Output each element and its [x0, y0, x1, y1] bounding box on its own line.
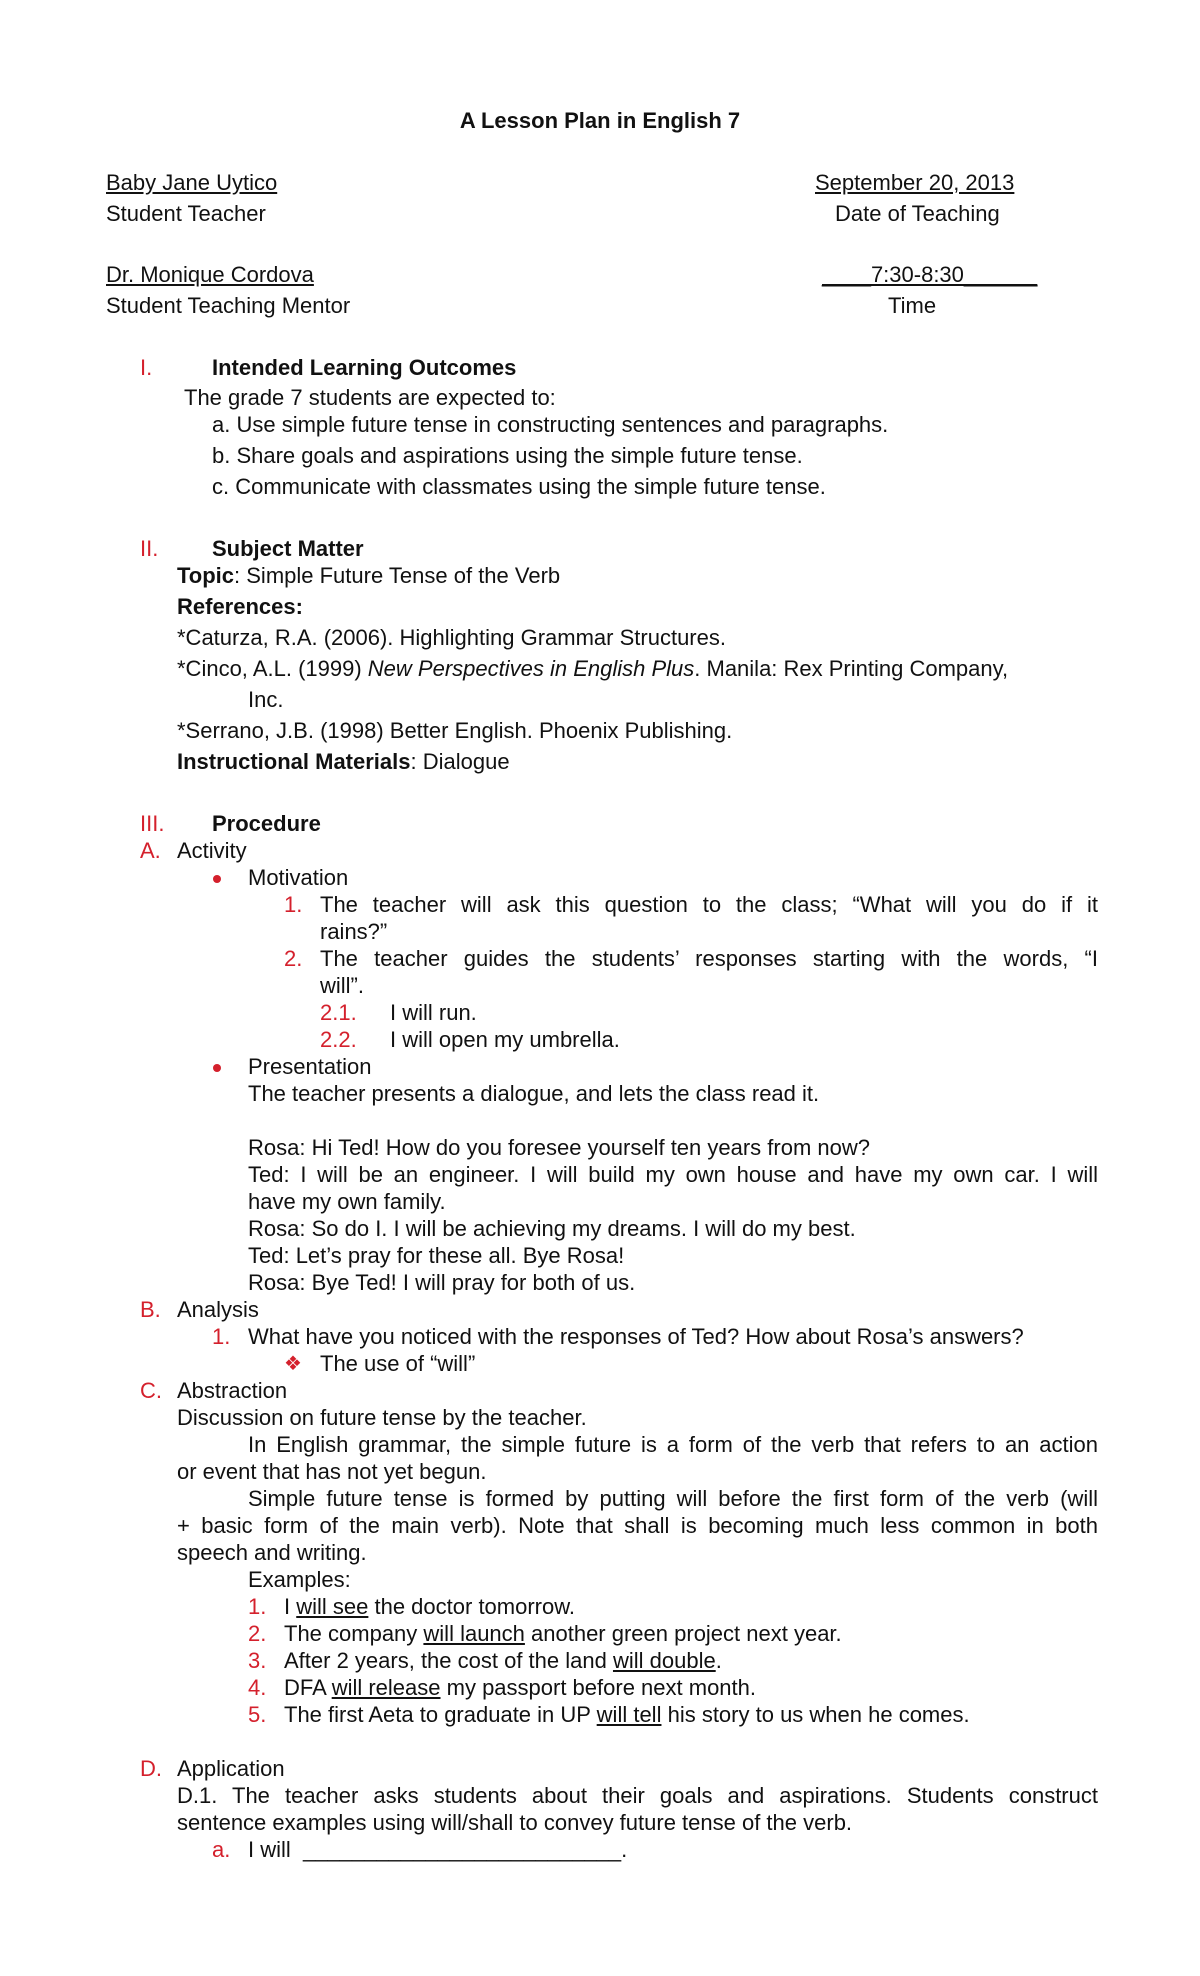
reference-2-book: New Perspectives in English Plus [367, 656, 695, 681]
motivation-2-text: The teacher guides the students’ responses starting with the words, “I [320, 946, 1098, 971]
motivation-1-text: The teacher will ask this question to the class; “What will you do if it [320, 892, 1098, 917]
example-number: 3. [248, 1648, 267, 1673]
reference-2-continued: Inc. [248, 687, 284, 712]
example-sentence: DFA will release my passport before next month. [284, 1675, 757, 1700]
example-sentence: The company will launch another green project next year. [284, 1621, 842, 1646]
part-a-letter: A. [140, 838, 161, 863]
part-b-letter: B. [140, 1297, 161, 1322]
teacher-name: Baby Jane Uytico [106, 170, 278, 195]
section-1-number: I. [140, 355, 153, 380]
application-a-prompt: I will [248, 1837, 291, 1862]
teaching-time: ____7:30-8:30______ [822, 262, 1038, 287]
reference-3: *Serrano, J.B. (1998) Better English. Phoenix Publishing. [177, 718, 733, 743]
part-c-label: Abstraction [177, 1378, 288, 1403]
reference-2-author: *Cinco, A.L. (1999) [177, 656, 368, 681]
section-3-number: III. [140, 811, 165, 836]
teaching-date-label: Date of Teaching [835, 201, 1000, 226]
section-1-title: Intended Learning Outcomes [212, 355, 517, 380]
section-2-number: II. [140, 536, 159, 561]
part-d-label: Application [177, 1756, 285, 1781]
dialogue-line: Ted: I will be an engineer. I will build my own house and have my own car. I will [248, 1162, 1098, 1187]
part-b-label: Analysis [177, 1297, 259, 1322]
teacher-role: Student Teacher [106, 201, 266, 226]
materials-label: Instructional Materials [177, 749, 411, 774]
reference-2 [177, 656, 1008, 682]
dialogue-line: Ted: Let’s pray for these all. Bye Rosa! [248, 1243, 625, 1268]
example-sentence: I will see the doctor tomorrow. [284, 1594, 576, 1619]
motivation-2-1-number: 2.1. [320, 1000, 357, 1025]
section-3-title: Procedure [212, 811, 321, 836]
analysis-answer: The use of “will” [320, 1351, 476, 1376]
bullet-icon [213, 865, 221, 891]
dialogue-line: have my own family. [248, 1189, 446, 1214]
analysis-question: What have you noticed with the responses of Ted? How about Rosa’s answers? [248, 1324, 1024, 1349]
motivation-2-1-text: I will run. [390, 1000, 477, 1025]
mentor-role: Student Teaching Mentor [106, 293, 351, 318]
objective-b: b. Share goals and aspirations using the simple future tense. [212, 443, 803, 468]
application-d1: D.1. The teacher asks students about their goals and aspirations. Students construct [177, 1783, 1098, 1808]
part-a-label: Activity [177, 838, 247, 863]
motivation-2-text-cont: will”. [320, 973, 364, 998]
section-2-title: Subject Matter [212, 536, 364, 561]
topic-line [177, 563, 560, 589]
part-c-letter: C. [140, 1378, 162, 1403]
application-a-text [248, 1837, 627, 1863]
abstraction-paragraph-2: Simple future tense is formed by putting will before the first form of the verb (will [248, 1486, 1098, 1511]
dialogue-line: Rosa: Bye Ted! I will pray for both of us. [248, 1270, 636, 1295]
dialogue-line: Rosa: Hi Ted! How do you foresee yourself ten years from now? [248, 1135, 871, 1160]
abstraction-paragraph-2-cont: + basic form of the main verb). Note that shall is becoming much less common in both [177, 1513, 1098, 1538]
topic-label: Topic [177, 563, 235, 588]
part-d-letter: D. [140, 1756, 162, 1781]
example-number: 1. [248, 1594, 267, 1619]
teaching-time-label: Time [888, 293, 937, 318]
example-sentence: The first Aeta to graduate in UP will tell his story to us when he comes. [284, 1702, 970, 1727]
application-a-letter: a. [212, 1837, 231, 1862]
motivation-label: Motivation [248, 865, 349, 890]
application-d1-cont: sentence examples using will/shall to convey future tense of the verb. [177, 1810, 853, 1835]
motivation-1-text-cont: rains?” [320, 919, 388, 944]
motivation-1-number: 1. [284, 892, 303, 917]
presentation-text: The teacher presents a dialogue, and lets the class read it. [248, 1081, 820, 1106]
motivation-2-2-number: 2.2. [320, 1027, 357, 1052]
teaching-date: September 20, 2013 [815, 170, 1015, 195]
topic-text: : Simple Future Tense of the Verb [234, 563, 561, 588]
materials-text: : Dialogue [410, 749, 510, 774]
example-sentence: After 2 years, the cost of the land will double. [284, 1648, 722, 1673]
reference-1: *Caturza, R.A. (2006). Highlighting Grammar Structures. [177, 625, 726, 650]
abstraction-paragraph-2-end: speech and writing. [177, 1540, 367, 1565]
example-number: 2. [248, 1621, 267, 1646]
bullet-icon [213, 1054, 221, 1080]
abstraction-intro: Discussion on future tense by the teacher. [177, 1405, 587, 1430]
section-1-intro: The grade 7 students are expected to: [184, 385, 556, 410]
mentor-name: Dr. Monique Cordova [106, 262, 314, 287]
reference-2-publisher: . Manila: Rex Printing Company, [694, 656, 1009, 681]
dialogue-line: Rosa: So do I. I will be achieving my dreams. I will do my best. [248, 1216, 856, 1241]
example-number: 4. [248, 1675, 267, 1700]
page-title: A Lesson Plan in English 7 [459, 108, 741, 133]
materials-line [177, 749, 510, 775]
motivation-2-2-text: I will open my umbrella. [390, 1027, 620, 1052]
example-number: 5. [248, 1702, 267, 1727]
examples-label: Examples: [248, 1567, 351, 1592]
analysis-1-number: 1. [212, 1324, 231, 1349]
diamond-bullet-icon: ❖ [284, 1353, 302, 1375]
abstraction-paragraph-1: In English grammar, the simple future is a form of the verb that refers to an action [248, 1432, 1098, 1457]
abstraction-paragraph-1-cont: or event that has not yet begun. [177, 1459, 487, 1484]
references-label: References: [177, 594, 303, 619]
motivation-2-number: 2. [284, 946, 303, 971]
presentation-label: Presentation [248, 1054, 372, 1079]
objective-c: c. Communicate with classmates using the simple future tense. [212, 474, 826, 499]
objective-a: a. Use simple future tense in constructing sentences and paragraphs. [212, 412, 889, 437]
answer-blank: __________________________. [303, 1837, 628, 1862]
